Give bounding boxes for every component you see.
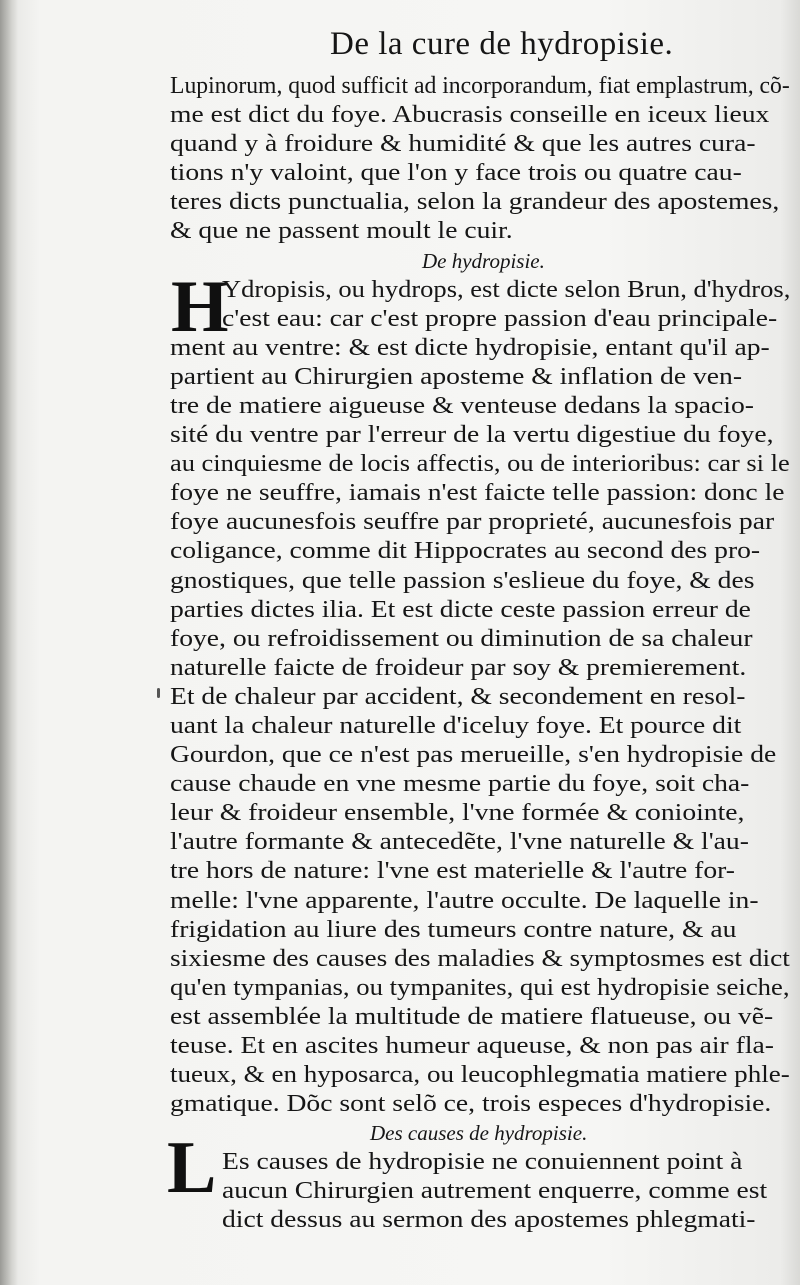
text-line: teuse. Et en ascites humeur aqueuse, & non pas air fla- <box>170 1033 774 1059</box>
text-line: partient au Chirurgien aposteme & inflation de ven- <box>170 363 743 390</box>
drop-cap-h: H <box>171 266 229 348</box>
text-line: gnostiques, que telle passion s'eslieue du foye, & des <box>170 567 755 594</box>
text-line: coligance, comme dit Hippocrates au second des pro- <box>170 538 761 565</box>
text-line: est assemblée la multitude de matiere flatueuse, ou vẽ- <box>170 1003 774 1030</box>
text-line: me est dict du foye. Abucrasis conseille en iceux lieux <box>170 102 770 129</box>
text-line: Et de chaleur par accident, & secondement en resol- <box>170 683 746 710</box>
text-line: foye ne seuffre, iamais n'est faicte telle passion: donc le <box>170 480 785 507</box>
text-line: gmatique. Dõc sont selõ ce, trois especes d'hydropisie. <box>170 1091 772 1118</box>
text-line: frigidation au liure des tumeurs contre nature, & au <box>170 916 737 943</box>
text-line: c'est eau: car c'est propre passion d'eau principale- <box>222 305 778 332</box>
text-line: foye aucunesfois seuffre par proprieté, aucunesfois par <box>170 509 775 536</box>
text-block <box>170 72 790 1236</box>
text-line: naturelle faicte de froideur par soy & premierement. <box>170 654 747 681</box>
drop-cap-l: L <box>167 1127 217 1209</box>
text-line: quand y à froidure & humidité & que les autres cura- <box>170 131 756 158</box>
text-line: dict dessus au sermon des apostemes phlegmati- <box>222 1207 756 1234</box>
text-line: leur & froideur ensemble, l'vne formée & coniointe, <box>170 800 745 827</box>
text-line: ment au ventre: & est dicte hydropisie, entant qu'il ap- <box>170 334 770 361</box>
text-line: Es causes de hydropisie ne conuiennent point à <box>222 1149 743 1176</box>
text-line: uant la chaleur naturelle d'iceluy foye. Et pource dit <box>170 712 742 739</box>
text-line: tre de matiere aigueuse & venteuse dedans la spacio- <box>170 392 754 419</box>
section-heading-causes: Des causes de hydropisie. <box>370 1121 588 1146</box>
text-line: tions n'y valoint, que l'on y face trois ou quatre cau- <box>170 160 742 187</box>
text-line: tre hors de nature: l'vne est materielle & l'autre for- <box>170 858 735 885</box>
running-head: De la cure de hydropisie. <box>330 26 674 62</box>
text-line: qu'en tympanias, ou tympanites, qui est hydropisie seiche, <box>170 974 790 1001</box>
text-line: sixiesme des causes des maladies & symptosmes est dict <box>170 945 790 972</box>
text-line: au cinquiesme de locis affectis, ou de interioribus: car si le <box>170 451 790 478</box>
text-line: Lupinorum, quod sufficit ad incorporandum, fiat emplastrum, cõ- <box>170 73 790 99</box>
text-line: teres dicts punctualia, selon la grandeur des apostemes, <box>170 189 780 216</box>
text-line: & que ne passent moult le cuir. <box>170 218 513 245</box>
text-line: cause chaude en vne mesme partie du foye, soit cha- <box>170 771 750 798</box>
text-line: parties dictes ilia. Et est dicte ceste passion erreur de <box>170 596 751 623</box>
text-line: aucun Chirurgien autrement enquerre, comme est <box>222 1178 768 1205</box>
binding-gutter-shadow <box>0 0 18 1285</box>
paragraph-hydropisis <box>170 266 790 1120</box>
paragraph-causes <box>170 1148 790 1235</box>
text-line: Gourdon, que ce n'est pas merueille, s'en hydropisie de <box>170 742 777 769</box>
text-line: l'autre formante & antecedẽte, l'vne naturelle & l'au- <box>170 829 749 856</box>
paragraph-lupinorum <box>170 72 790 247</box>
text-line: melle: l'vne apparente, l'autre occulte. De laquelle in- <box>170 887 759 914</box>
text-line: foye, ou refroidissement ou diminution de sa chaleur <box>170 625 753 652</box>
text-line: sité du ventre par l'erreur de la vertu digestiue du foye, <box>170 422 774 449</box>
text-line: Ydropisis, ou hydrops, est dicte selon Brun, d'hydros, <box>222 276 790 303</box>
text-line: tueux, & en hyposarca, ou leucophlegmatia matiere phle- <box>170 1062 790 1089</box>
section-heading-hydropisie: De hydropisie. <box>422 248 545 273</box>
ink-speck <box>157 688 160 698</box>
